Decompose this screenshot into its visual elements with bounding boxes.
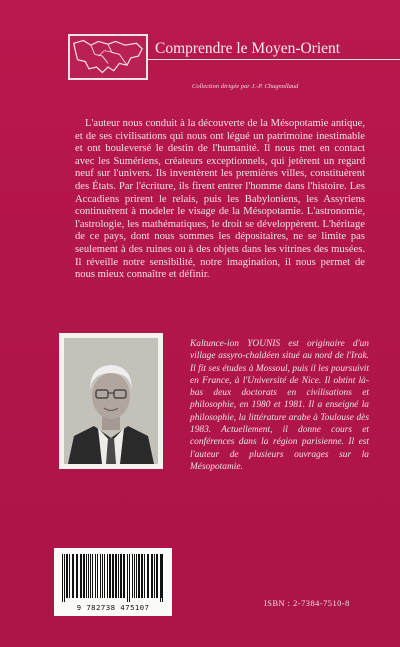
barcode-bars xyxy=(60,554,166,602)
barcode-bar xyxy=(88,554,89,598)
barcode-bar xyxy=(147,554,149,598)
barcode-bar xyxy=(80,554,82,598)
author-portrait xyxy=(64,338,158,464)
barcode-bar xyxy=(100,554,101,598)
barcode-bar xyxy=(136,554,137,598)
barcode-bar xyxy=(104,554,105,598)
barcode-bar xyxy=(102,554,103,598)
barcode-bar xyxy=(92,554,93,598)
author-bio-text: Kaltunce-ion YOUNIS est originaire d'un village assyro-chaldéen situé au nord de l'Irak. Il fit ses études à Mossoul, puis il les poursuivit en France, à l'Université de Nice. Il obtint là-bas deux doctorats en civilisations et philosophie, en 1980 et 1981. Il a enseigné la philosophie, la littérature arabe à Toulouse dès 1983. Actuellement, il donne cours et conférences dans la région parisienne. Il est l'auteur de plusieurs ouvrages sur la Mésopotamie. xyxy=(190,339,369,472)
barcode-bar xyxy=(138,554,140,598)
barcode-bar xyxy=(141,554,143,598)
series-title: Comprendre le Moyen-Orient xyxy=(155,40,341,57)
barcode-bar xyxy=(115,554,117,598)
barcode-bar xyxy=(154,554,155,598)
series-header xyxy=(68,34,388,94)
barcode-guard-bar xyxy=(129,554,130,602)
barcode-guard-bar xyxy=(64,554,65,602)
barcode-bar xyxy=(144,554,145,598)
barcode-guard-bar xyxy=(160,554,161,602)
blurb-paragraph: L'auteur nous conduit à la découverte de la Mésopotamie antique, et de ses civilisations qui nous ont légué un patrimoine inestimable et ont bouleversé le destin de l'humanité. Il nous met en contact avec les Sumériens, créateurs exceptionnels, qui jetèrent un regard neuf sur l'univers. Ils inventèrent les premières villes, constituèrent des États. Par l'écriture, ils firent entrer l'homme dans l'histoire. Les Accadiens prirent le relais, puis les Babyloniens, les Assyriens continuèrent à modeler le visage de la Mésopotamie. L'astronomie, l'astrologie, les mathématiques, le droit se développèrent. L'héritage de ce pays, dont nous sommes les dépositaires, ne se limite pas seulement à des ruines ou à des objets dans les vitrines des musées. Il réveille notre sensibilité, notre imagination, il nous permet de nous mieux connaître et définir. xyxy=(75,118,365,281)
barcode-bar xyxy=(156,554,158,598)
barcode-bar xyxy=(118,554,119,598)
isbn-number: ISBN : 2-7384-7510-8 xyxy=(264,599,350,608)
barcode-bar xyxy=(151,554,153,598)
barcode-bar xyxy=(69,554,70,598)
author-photo-frame xyxy=(59,333,163,469)
barcode-bar xyxy=(107,554,108,598)
barcode xyxy=(54,548,172,616)
barcode-bar xyxy=(109,554,111,598)
barcode-bar xyxy=(72,554,74,598)
middle-east-map-icon xyxy=(68,34,148,80)
barcode-guard-bar xyxy=(62,554,63,602)
barcode-bar xyxy=(95,554,96,598)
barcode-bar xyxy=(134,554,135,598)
barcode-bar xyxy=(76,554,78,598)
barcode-bar xyxy=(97,554,98,598)
barcode-bar xyxy=(112,554,114,598)
author-bio xyxy=(190,338,369,473)
barcode-bar xyxy=(86,554,87,598)
barcode-bar xyxy=(90,554,91,598)
book-blurb xyxy=(75,118,365,282)
series-rule xyxy=(148,59,400,60)
barcode-bar xyxy=(66,554,68,598)
barcode-guard-bar xyxy=(127,554,128,602)
barcode-digits: 9 782738 475107 xyxy=(76,603,150,612)
barcode-guard-bar xyxy=(162,554,163,602)
barcode-bar xyxy=(120,554,122,598)
series-subtitle: Collection dirigée par J.-P. Chagnollaud xyxy=(192,83,299,90)
barcode-bar xyxy=(123,554,125,598)
barcode-bar xyxy=(132,554,133,598)
barcode-bar xyxy=(83,554,85,598)
